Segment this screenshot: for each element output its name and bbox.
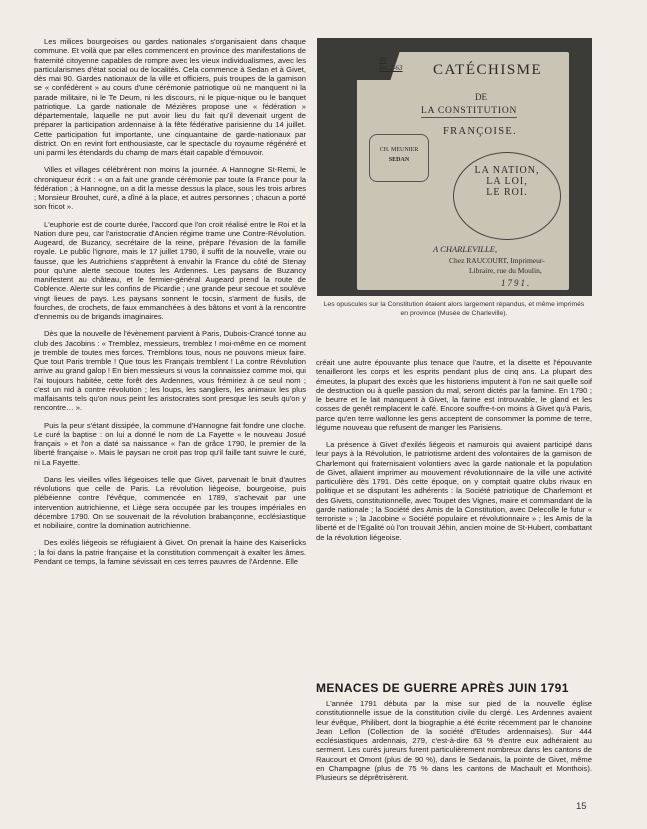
book-cover-photo bbox=[317, 38, 592, 296]
book-title-francoise: FRANÇOISE. bbox=[443, 126, 517, 137]
publisher-line: Libraire, rue du Moulin, bbox=[469, 266, 542, 275]
book-title: CATÉCHISME bbox=[433, 62, 543, 78]
paragraph: Des exilés liégeois se réfugiaient à Givet. On prenait la haine des Kaiserlicks ; la foi dans la patrie française et la constitution commençait à exalter les âmes. Pendant ce temps, la famine sévissait en ces terres pauvres de l'Ardenne. Elle bbox=[34, 538, 306, 566]
paragraph: Villes et villages célébrèrent non moins la journée. A Hannogne St-Remi, le chroniqueur écrit : « on a fait une grande cérémonie par toute la France pour la fédération ; à Hannogne, on a dit la messe dessus la place, sous les trois arbres ; Monsieur Brouhet, curé, a dîné à la place, et autres personnes ; chacun a porté son fricot ». bbox=[34, 165, 306, 212]
paragraph: créait une autre épouvante plus tenace que l'autre, et la disette et l'épouvante tenailleront les corps et les esprits pendant plus de cinq ans. La plupart des émeutes, la plupart des excès que les historiens imputent à l'on ne sait quelle soif de destruction ou à quelle passion du mal, seront dictés par la famine. En 1790 ; le beurre et le lait manquent à Givet, la farine est introuvable, le gland et les cosses de genêt remplacent le café. Encore souffre-t-on moins à Givet qu'à Paris, parce qu'en terre wallonne les gens acceptent de consommer la pomme de terre, légume nouveau que refusent de manger les Parisiens. bbox=[316, 358, 592, 432]
right-text-column bbox=[316, 358, 592, 550]
paragraph: Dans les vieilles villes liégeoises telle que Givet, parvenait le bruit d'autres révolutions que celle de Paris. La révolution liégeoise, bourgeoise, puis plébéienne contre l'évêque, commencée en 1789, s'achevait par une intervention autrichienne, et Liège sera occupée par les troupes impériales en décembre 1790. On se souvenait de la révolution brabançonne, ecclésiastique et nobiliaire, contre la domination autrichienne. bbox=[34, 474, 306, 530]
paragraph: L'euphorie est de courte durée, l'accord que l'on croit réalisé entre le Roi et la Nation dure peu, car l'aristocratie d'Ancien régime trame une Contre-Révolution. Augeard, de Buzancy, secrétaire de la reine, prépare l'évasion de la famille royale. Le public l'ignore, mais le 17 juillet 1790, il suffit de la nouvelle, vraie ou fausse, que les Autrichiens s'apprêtent à envahir la France du côté de Stenay pour qu'une alerte secoue toutes les Ardennes. Les paysans de Buzancy manifestent au château, et le fermier-général Augeard prend la route de Coblence. Alerte sur les confins de Picardie ; une grande peur secoue et soulève vingt lieues de pays. Les paysans sonnent le tocsin, s'arment de fusils, de fourches, de crochets, de faux emmanchées à des bâtons et vont à la rencontre d'ennemis ou de brigands imaginaires. bbox=[34, 219, 306, 321]
stamp-city: SEDAN bbox=[388, 157, 410, 163]
left-text-column bbox=[34, 37, 306, 574]
motto-oval bbox=[453, 152, 561, 240]
publisher-city: A CHARLEVILLE, bbox=[433, 244, 498, 254]
motto-line: LA LOI, bbox=[486, 176, 528, 187]
book-title-page bbox=[357, 52, 569, 290]
inventory-mark: 40 Inv 2-63 bbox=[379, 56, 403, 72]
book-title-constitution: LA CONSTITUTION bbox=[421, 106, 518, 116]
paragraph: L'année 1791 débuta par la mise sur pied de la nouvelle église constitutionnelle issue de la constitution civile du clergé. Les Ardennes avaient leur évêque, Philibert, dont la biographie a été écrite récemment par le chanoine Jean Leflon (Collection de la société d'Etudes ardennaises). Sur 444 ecclésiastiques ardennais, 279, c'est-à-dire 63 % d'entre eux adhéraient au serment. Les curés jureurs furent particulièrement nombreux dans les cantons de Raucourt et Omont (plus de 90 %), dans le Sedanais, la pointe de Givet, même en Champagne (plus de 75 % dans les cantons de Machault et Monthois). Plusieurs se déprêtrisèrent. bbox=[316, 699, 592, 782]
publication-year: 1791. bbox=[501, 278, 532, 288]
paragraph: Les milices bourgeoises ou gardes nationales s'organisaient dans chaque commune. Et voilà que par elles commencent en province des manifestations de fraternité citoyenne capables de rompre avec les vieux individualismes, avec les particularismes d'état social ou de localités. Cela commence à Sedan et à Givet, dès mai 90. Gardes nationaux de la ville et officiers, puis troupes de la garnison se « confédèrent » au cours d'une cérémonie patriotique où ne manquent ni la parade militaire, ni le Te Deum, ni les discours, ni le pique-nique ou le banquet patriotique. La garde nationale de Mézières propose une « fédération » départementale, laquelle ne put avoir lieu du fait qu'il devenait urgent de préparer la participation ardennaise à la fête fédérative parisienne du 14 juillet. Cette participation fut importante, une cinquantaine de garde-nationaux par district. On en revint fort enthousiaste, car le spectacle du royaume régénéré et uni parmi les étendards du champ de mars était capable d'émouvoir. bbox=[34, 37, 306, 157]
page-number: 15 bbox=[576, 801, 587, 812]
paragraph: Dès que la nouvelle de l'évènement parvient à Paris, Dubois-Crancé tonne au club des Jacobins : « Tremblez, messieurs, tremblez ! moi-même en ce moment je tremble de toutes mes forces. Tremblons tous, nous ne pouvons mieux faire. Que tout Paris tremble ! Que tous les Français tremblent ! La contre Révolution arrive au grand galop ! En bien messieurs si vous la connaissiez comme moi, qui l'ai toujours habitée, cette forêt des Ardennes, vous frémiriez à ce seul nom ; c'est un nid à contre révolution ; les loups, les sangliers, les animaux les plus malfaisants tels qu'on nous peint les aristocrates sont presque les seuls qu'on y rencontre… ». bbox=[34, 329, 306, 413]
publisher-line: Chez RAUCOURT, Imprimeur- bbox=[449, 256, 545, 265]
section-text bbox=[316, 699, 592, 790]
motto-line: LA NATION, bbox=[474, 165, 540, 176]
section-heading: MENACES DE GUERRE APRÈS JUIN 1791 bbox=[316, 681, 569, 695]
paragraph: Puis la peur s'étant dissipée, la commune d'Hannogne fait fondre une cloche. Le curé la baptise : on lui a donné le nom de La Fayette « le nouveau Josué français » et l'on a daté sa naissance « l'an de grâce 1790, le premier de la liberté française ». Mais le paysan ne croit pas trop qu'il faille tant suivre le curé, ni La Fayette. bbox=[34, 420, 306, 467]
paragraph: La présence à Givet d'exilés liégeois et namurois qui avaient participé dans leur pays à la Révolution, le patriotisme ardent des volontaires de la garnison de Charlemont qui fraternisaient volontiers avec la garde nationale et la population de Givet, allaient imprimer au mouvement révolutionnaire de la ville une activité particulière dès 1791. Dès cette époque, on y comptait quatre clubs rivaux en politique et se disputant les adhérents : la Société patriotique de Charlemont et des Givets, constitutionnelle, avec Toupet des Vignes, maire et commandant de la garde nationale ; la Société des Amis de la Constitution, avec Delecolle le futur « terroriste » ; la Jacobine « Société populaire et révolutionnaire » ; les Amis de la liberté et de l'Egalité où l'on trouvait Jéhin, ancien moine de St-Hubert, combattant de la révolution liégeoise. bbox=[316, 440, 593, 542]
motto-line: LE ROI. bbox=[486, 187, 528, 198]
owner-stamp bbox=[369, 134, 429, 182]
stamp-name: CH. MEUNIER bbox=[379, 147, 419, 153]
figure-caption: Les opuscules sur la Constitution étaient alors largement répandus, et même imprimés en province (Musée de Charleville). bbox=[323, 301, 585, 317]
book-title-de: DE bbox=[475, 92, 487, 102]
